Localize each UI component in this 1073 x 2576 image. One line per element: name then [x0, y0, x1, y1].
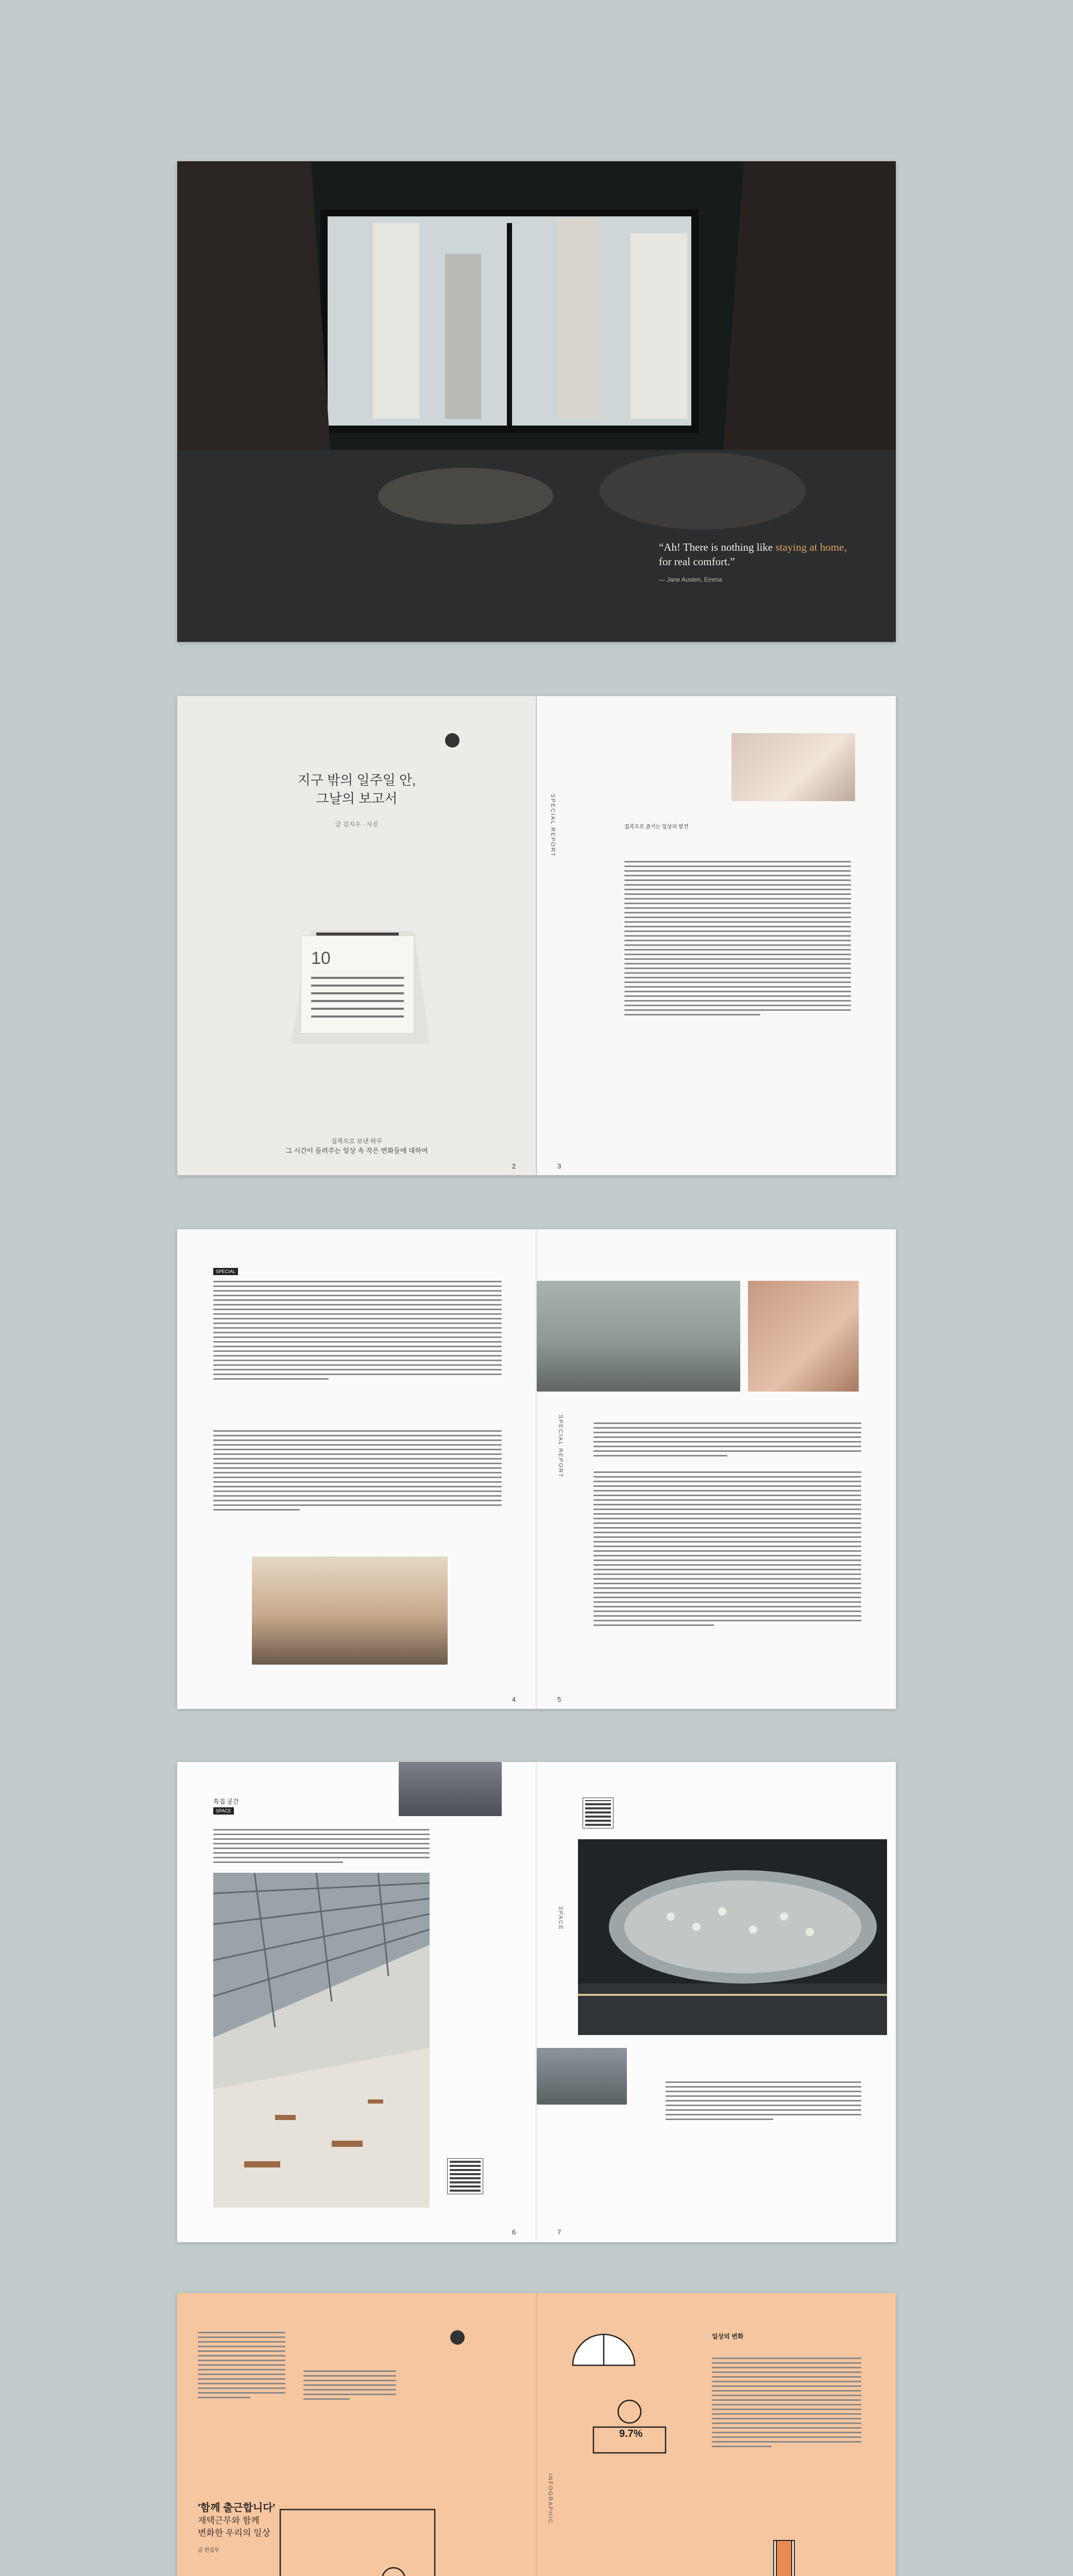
left-page: [177, 1229, 536, 1709]
atrium-photo: [213, 1873, 430, 2208]
caption-title: 집콕으로 보낸 하루: [331, 1138, 383, 1145]
section-tag: SPACE: [213, 1807, 234, 1815]
section-tag: SPECIAL: [213, 1268, 238, 1275]
page-number-right: 3: [557, 1162, 561, 1170]
article-title: '함께 출근합니다': [198, 2502, 276, 2514]
vertical-section-label: INFOGRAPHIC: [547, 2473, 553, 2524]
page-number-right: 7: [557, 2228, 561, 2236]
spread-4: [177, 1762, 896, 2242]
page-number-left: 4: [512, 1696, 516, 1703]
sidebar-text: [303, 2370, 396, 2403]
spread-1: [177, 161, 896, 642]
right-page: [537, 696, 896, 1175]
quote: [659, 540, 885, 569]
page-number-right: 5: [557, 1696, 561, 1703]
hands-together-photo: [748, 1281, 859, 1392]
right-page: [537, 1229, 896, 1709]
article-subtitle-line2: 변화한 우리의 일상: [198, 2528, 270, 2538]
quote-note: — Jane Austen, Emma: [659, 576, 722, 583]
caption-body: 그 시간이 들려주는 일상 속 작은 변화들에 대하여: [285, 1147, 428, 1155]
vertical-section-label: SPECIAL REPORT: [557, 1415, 564, 1478]
street-photo: [537, 2048, 627, 2105]
calendar-month: 10: [311, 948, 331, 968]
spread-fold: [536, 696, 537, 1175]
spread-fold: [536, 1762, 537, 2242]
window-photo: [177, 161, 896, 642]
body-text-block-right: [712, 2358, 861, 2450]
page-number-left: 2: [512, 1162, 516, 1170]
qr-code-icon[interactable]: [583, 1798, 613, 1828]
friends-photo: [252, 1556, 448, 1665]
left-page: [177, 1762, 536, 2242]
body-text-block: [213, 1829, 430, 1866]
spread-fold: [536, 2293, 537, 2576]
left-page: [177, 2293, 536, 2576]
body-text-block-3: [593, 1422, 861, 1460]
left-page: [177, 696, 536, 1175]
quote-highlight: staying at home,: [775, 541, 847, 553]
section-heading: 집콕으로 즐기는 일상의 발견: [624, 824, 689, 830]
section-heading: 특집 공간: [213, 1798, 239, 1805]
body-text-block-2: [666, 2081, 861, 2123]
right-page: [537, 2293, 896, 2576]
body-text-block-2: [213, 1430, 502, 1514]
spread-3: [177, 1229, 896, 1709]
building-thumb-photo: [399, 1762, 502, 1816]
body-text-block-1: [213, 1281, 502, 1383]
article-title: [177, 771, 536, 808]
qr-code-icon[interactable]: [448, 2159, 483, 2194]
body-text-block: [198, 2332, 285, 2401]
article-subtitle-line1: 재택근무와 함께: [198, 2516, 260, 2526]
magazine-logo-icon: [450, 2330, 465, 2345]
quote-line2: for real comfort.”: [659, 555, 735, 568]
right-page: [537, 1762, 896, 2242]
calendar-illustration: [280, 925, 435, 1049]
spread-5: [177, 2293, 896, 2576]
quote-text: “Ah! There is nothing like: [659, 541, 776, 553]
stat1-value: 9.7%: [619, 2428, 643, 2439]
night-building-photo: [578, 1839, 887, 2035]
body-text-block: [624, 861, 851, 1019]
bar-chart-illustration: [712, 2504, 856, 2576]
spread-2: [177, 696, 896, 1175]
page-number-left: 6: [512, 2228, 516, 2236]
vertical-section-label: SPACE: [557, 1906, 564, 1930]
article-byline: 글 편집부: [198, 2548, 219, 2553]
magazine-logo-icon: [445, 733, 459, 748]
article-title-line1: 지구 밖의 일주일 안,: [297, 772, 416, 788]
hands-photo: [731, 733, 855, 801]
caption: [177, 1137, 536, 1155]
body-text-block-4: [593, 1471, 861, 1629]
spread-fold: [536, 1229, 537, 1709]
article-byline: 글 김지수 · 사진: [335, 821, 379, 828]
bicycle-photo: [537, 1281, 740, 1392]
vertical-section-label: SPECIAL REPORT: [550, 794, 556, 857]
home-office-illustration: [213, 2489, 522, 2576]
article-title-line2: 그날의 보고서: [316, 791, 398, 806]
right-heading: 일상의 변화: [712, 2333, 744, 2340]
